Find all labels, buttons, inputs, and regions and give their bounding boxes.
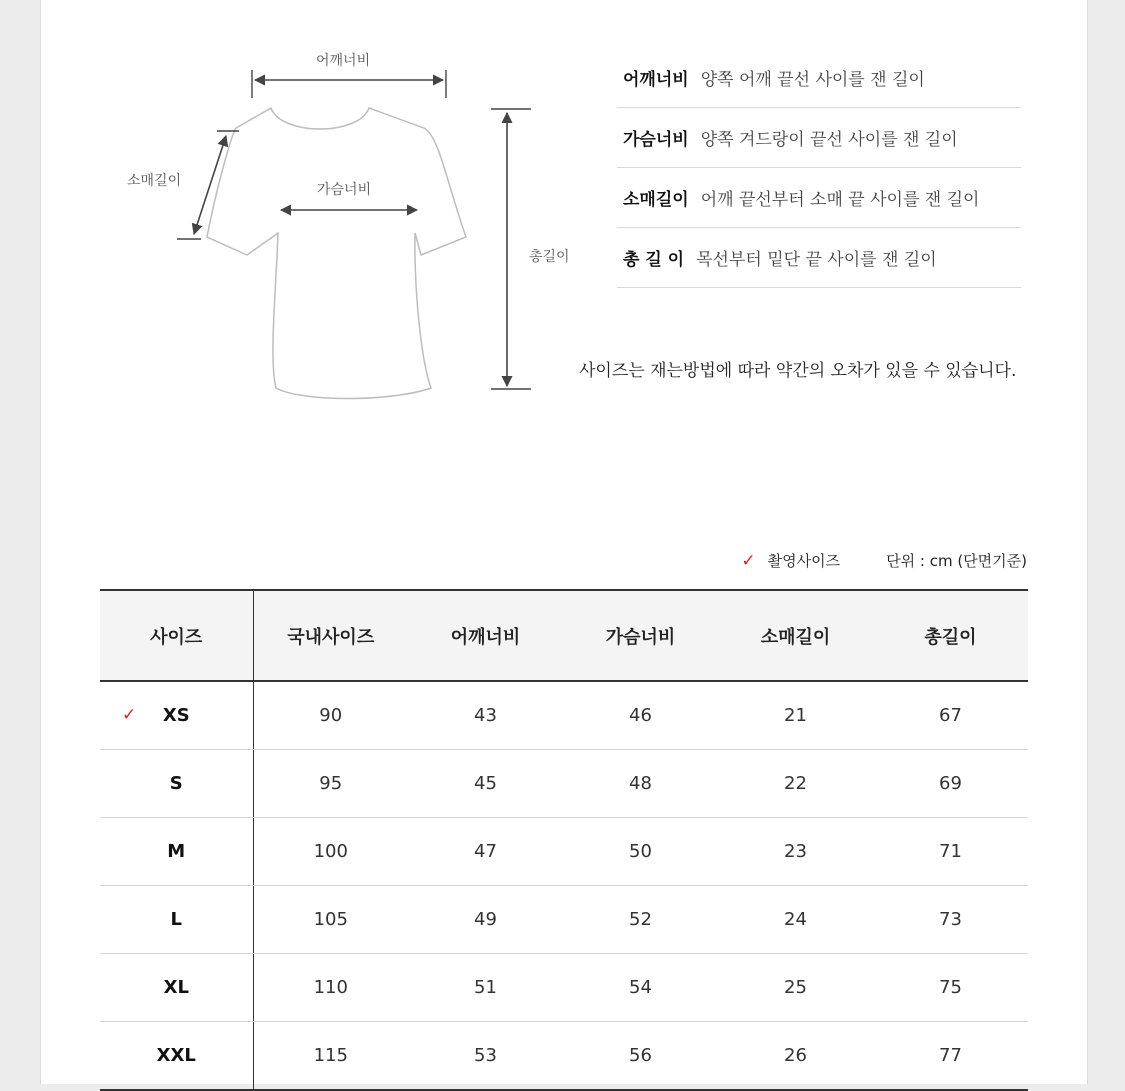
total-length-cell: 67 <box>873 681 1028 750</box>
definition-term: 가슴너비 <box>623 130 689 150</box>
shoulder-cell: 53 <box>408 1022 563 1091</box>
table-row <box>100 1022 1028 1091</box>
chest-cell: 46 <box>563 681 718 750</box>
header-shoulder: 어깨너비 <box>408 590 563 681</box>
check-icon: ✓ <box>741 550 756 571</box>
definition-desc: 어깨 끝선부터 소매 끝 사이를 잰 길이 <box>700 190 980 210</box>
chest-cell: 48 <box>563 750 718 818</box>
chest-label: 가슴너비 <box>317 182 372 198</box>
total-length-cell: 71 <box>873 818 1028 886</box>
size-guide-sheet <box>40 0 1088 1084</box>
domestic-size-cell: 90 <box>253 681 408 750</box>
table-row <box>100 818 1028 886</box>
definition-term: 어깨너비 <box>623 70 689 90</box>
domestic-size-cell: 110 <box>253 954 408 1022</box>
table-row <box>100 681 1028 750</box>
shoulder-cell: 43 <box>408 681 563 750</box>
total-length-cell: 69 <box>873 750 1028 818</box>
shoulder-cell: 47 <box>408 818 563 886</box>
sleeve-cell: 22 <box>718 750 873 818</box>
total-label: 총길이 <box>529 249 570 265</box>
tshirt-illustration <box>121 40 601 420</box>
shoulder-cell: 45 <box>408 750 563 818</box>
table-row <box>100 954 1028 1022</box>
measurement-definitions <box>617 48 1021 288</box>
sleeve-cell: 23 <box>718 818 873 886</box>
sleeve-cell: 24 <box>718 886 873 954</box>
table-header-row <box>100 590 1028 681</box>
chest-cell: 54 <box>563 954 718 1022</box>
size-cell: XL <box>100 954 253 1022</box>
domestic-size-cell: 100 <box>253 818 408 886</box>
chest-cell: 50 <box>563 818 718 886</box>
domestic-size-cell: 115 <box>253 1022 408 1091</box>
sleeve-cell: 25 <box>718 954 873 1022</box>
size-cell: M <box>100 818 253 886</box>
photo-size-label: 촬영사이즈 <box>767 552 841 570</box>
measurement-note: 사이즈는 재는방법에 따라 약간의 오차가 있을 수 있습니다. <box>579 361 1017 381</box>
sleeve-cell: 26 <box>718 1022 873 1091</box>
definition-term: 소매길이 <box>623 190 689 210</box>
table-row <box>100 886 1028 954</box>
definition-row <box>617 108 1021 168</box>
sleeve-cell: 21 <box>718 681 873 750</box>
check-icon: ✓ <box>122 705 137 725</box>
header-chest: 가슴너비 <box>563 590 718 681</box>
total-length-cell: 77 <box>873 1022 1028 1091</box>
definition-row <box>617 168 1021 228</box>
header-sleeve: 소매길이 <box>718 590 873 681</box>
shoulder-cell: 49 <box>408 886 563 954</box>
size-table <box>100 589 1028 1091</box>
tshirt-diagram <box>121 40 601 420</box>
header-total-length: 총길이 <box>873 590 1028 681</box>
shoulder-label: 어깨너비 <box>316 53 371 69</box>
definition-desc: 양쪽 어깨 끝선 사이를 잰 길이 <box>700 70 925 90</box>
size-cell <box>100 681 253 750</box>
domestic-size-cell: 105 <box>253 886 408 954</box>
definition-row <box>617 48 1021 108</box>
size-cell: L <box>100 886 253 954</box>
chest-cell: 56 <box>563 1022 718 1091</box>
definition-row <box>617 228 1021 288</box>
definition-desc: 양쪽 겨드랑이 끝선 사이를 잰 길이 <box>700 130 958 150</box>
chest-cell: 52 <box>563 886 718 954</box>
total-length-cell: 73 <box>873 886 1028 954</box>
size-cell: XXL <box>100 1022 253 1091</box>
domestic-size-cell: 95 <box>253 750 408 818</box>
total-length-cell: 75 <box>873 954 1028 1022</box>
tshirt-outline <box>207 108 466 399</box>
size-cell: S <box>100 750 253 818</box>
sleeve-label: 소매길이 <box>127 173 182 189</box>
header-domestic-size: 국내사이즈 <box>253 590 408 681</box>
unit-label: 단위 : cm (단면기준) <box>886 552 1027 570</box>
table-row <box>100 750 1028 818</box>
header-size: 사이즈 <box>100 590 253 681</box>
table-legend <box>741 550 1027 571</box>
definition-desc: 목선부터 밑단 끝 사이를 잰 길이 <box>696 250 937 270</box>
shoulder-cell: 51 <box>408 954 563 1022</box>
size-value: XS <box>162 705 190 726</box>
definition-term: 총 길 이 <box>623 250 685 270</box>
